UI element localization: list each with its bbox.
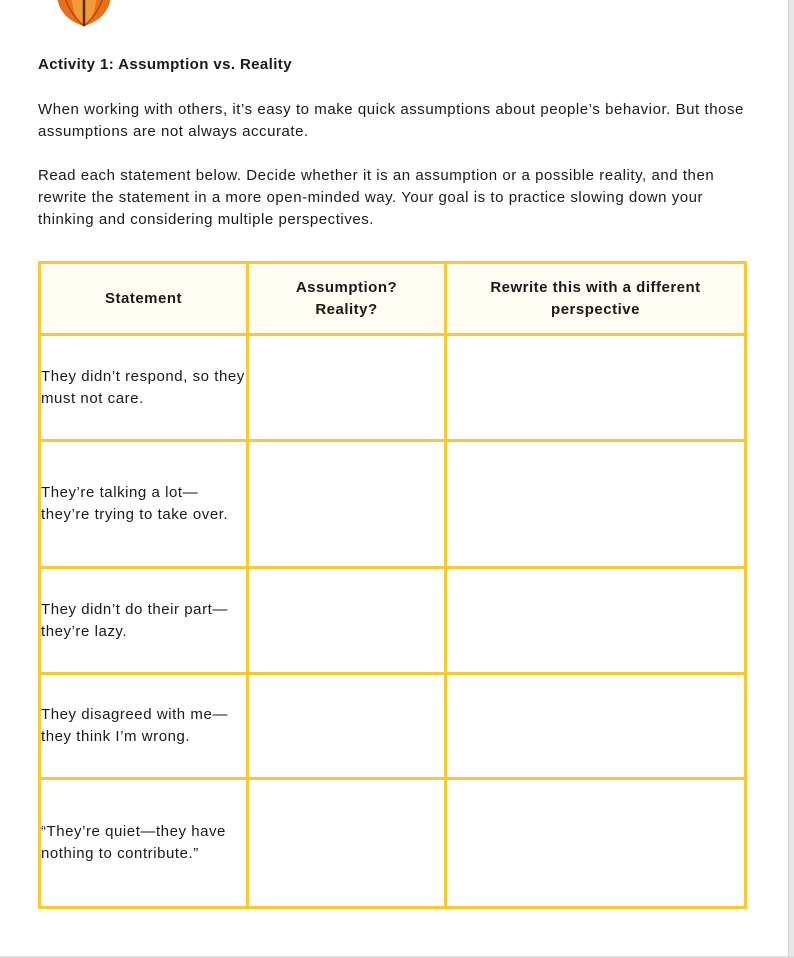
table-row [40, 568, 746, 674]
assumption-reality-cell[interactable] [248, 568, 446, 674]
statement-cell: They’re talking a lot—they’re trying to take over. [40, 441, 248, 568]
table-header-row [40, 263, 746, 335]
header-assumption-reality: Assumption? Reality? [248, 263, 446, 335]
assumption-reality-cell[interactable] [248, 441, 446, 568]
statement-cell: They didn’t respond, so they must not care. [40, 335, 248, 441]
statement-cell: They disagreed with me—they think I’m wrong. [40, 674, 248, 779]
page-edge [788, 0, 794, 958]
intro-paragraph: When working with others, it’s easy to make quick assumptions about people’s behavior. But those assumptions are not always accurate. [38, 101, 744, 140]
assumption-reality-cell[interactable] [248, 779, 446, 908]
activity-title: Activity 1: Assumption vs. Reality [38, 56, 292, 73]
table-row [40, 441, 746, 568]
assumption-reality-cell[interactable] [248, 335, 446, 441]
orange-leaf-logo-icon [52, 0, 116, 28]
rewrite-cell[interactable] [446, 335, 746, 441]
statement-cell: “They’re quiet—they have nothing to contribute.” [40, 779, 248, 908]
rewrite-cell[interactable] [446, 441, 746, 568]
table-row [40, 335, 746, 441]
assumption-reality-table [38, 261, 747, 909]
rewrite-cell[interactable] [446, 568, 746, 674]
table-row [40, 779, 746, 908]
table-row [40, 674, 746, 779]
rewrite-cell[interactable] [446, 779, 746, 908]
instructions-paragraph: Read each statement below. Decide whether it is an assumption or a possible reality, and then rewrite the statement in a more open-minded way. Your goal is to practice slowing down your thinking and considering multiple perspectives. [38, 167, 715, 228]
statement-cell: They didn’t do their part—they’re lazy. [40, 568, 248, 674]
assumption-reality-cell[interactable] [248, 674, 446, 779]
rewrite-cell[interactable] [446, 674, 746, 779]
header-rewrite: Rewrite this with a different perspective [446, 263, 746, 335]
header-statement: Statement [40, 263, 248, 335]
